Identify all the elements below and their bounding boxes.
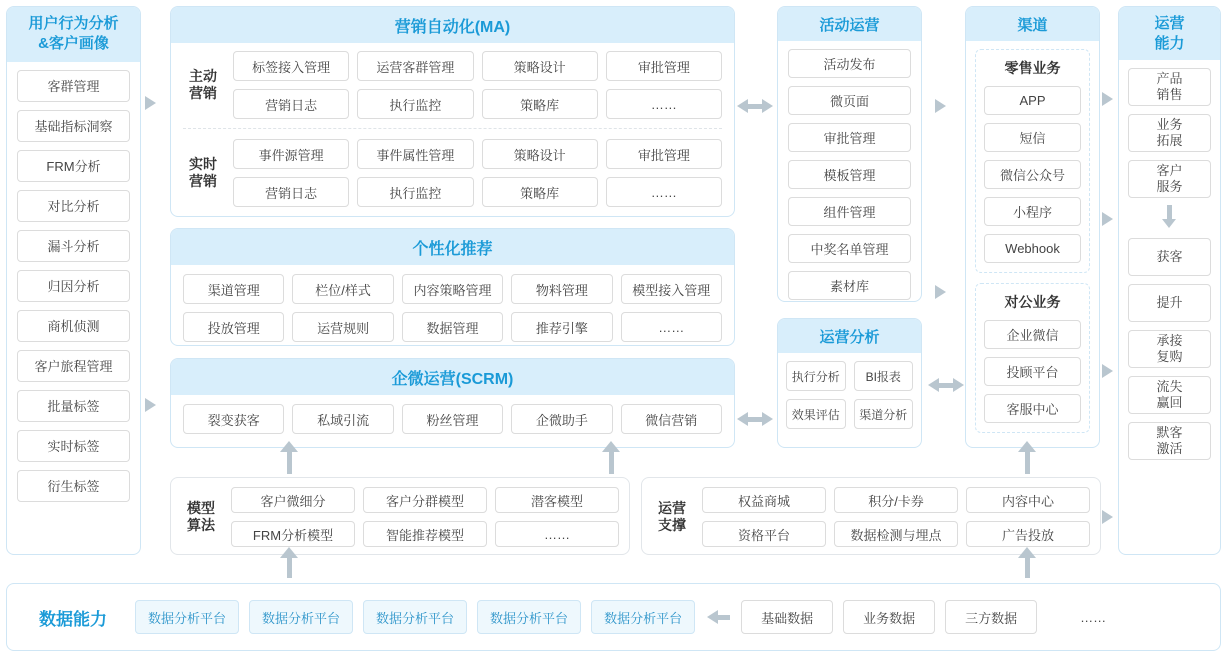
cell-item[interactable]: 数据检测与埋点 [834, 521, 958, 547]
cell-item[interactable]: 业务数据 [843, 600, 935, 634]
ops-analysis-body [778, 353, 921, 439]
arrow-bidirectional-icon [928, 378, 964, 392]
support-cells [702, 487, 1090, 547]
model-cells [231, 487, 619, 547]
panel-title-line1: 用户行为分析 [28, 15, 119, 32]
panel-title-ability: 运营 能力 [1119, 7, 1220, 60]
cell-item[interactable]: 三方数据 [945, 600, 1037, 634]
cell-item[interactable]: 组件管理 [788, 197, 911, 226]
cell-item[interactable]: 潜客模型 [495, 487, 619, 513]
channel-group-title: 零售业务 [1004, 60, 1061, 76]
cell-item[interactable]: 数据分析平台 [135, 600, 239, 634]
channel-group-corporate [975, 283, 1090, 433]
arrow-left-icon [705, 610, 731, 624]
cell-item[interactable]: BI报表 [854, 361, 914, 391]
panel-user-behavior-analysis [6, 6, 141, 555]
panel-ops-analysis [777, 318, 922, 448]
model-label: 模型 算法 [187, 499, 215, 533]
list-item[interactable]: 归因分析 [17, 270, 130, 302]
cell-item[interactable]: 投放管理 [183, 312, 284, 342]
cell-item[interactable]: 投顾平台 [984, 357, 1081, 386]
channel-group-title: 对公业务 [1004, 294, 1061, 310]
cell-item[interactable]: 客户微细分 [231, 487, 355, 513]
cell-item[interactable]: 运营客群管理 [357, 51, 473, 81]
list-item[interactable]: FRM分析 [17, 150, 130, 182]
cell-item[interactable]: 积分/卡券 [834, 487, 958, 513]
panel-operation-support [641, 477, 1101, 555]
arrow-right-icon [1102, 92, 1113, 106]
list-item[interactable]: 客户 服务 [1128, 160, 1211, 198]
activity-body [778, 41, 921, 310]
support-label: 运营 支撑 [658, 499, 686, 533]
channel-group-retail [975, 49, 1090, 273]
arrow-right-icon [935, 99, 946, 113]
cell-item[interactable]: 小程序 [984, 197, 1081, 226]
cell-item[interactable]: 数据管理 [402, 312, 503, 342]
list-item[interactable]: 流失 赢回 [1128, 376, 1211, 414]
cell-item[interactable]: …… [606, 89, 722, 119]
cell-item[interactable]: 私域引流 [292, 404, 393, 434]
arrow-right-icon [1102, 364, 1113, 378]
reco-body [171, 265, 734, 352]
left-column-items [7, 62, 140, 512]
cell-item[interactable]: 企微助手 [511, 404, 612, 434]
cell-item[interactable]: 策略设计 [482, 139, 598, 169]
channel-body [966, 41, 1099, 443]
cell-item[interactable]: 裂变获客 [183, 404, 284, 434]
arrow-up-icon [602, 452, 614, 474]
arrow-bidirectional-icon [737, 99, 773, 113]
cell-item[interactable]: 营销日志 [233, 177, 349, 207]
list-item[interactable]: 基础指标洞察 [17, 110, 130, 142]
arrow-right-icon [145, 398, 156, 412]
list-item[interactable]: 漏斗分析 [17, 230, 130, 262]
panel-scrm [170, 358, 735, 448]
reco-cells [183, 274, 722, 342]
arrow-bidirectional-icon [737, 412, 773, 426]
cell-item: …… [1047, 600, 1139, 634]
list-item[interactable]: 客户旅程管理 [17, 350, 130, 382]
cell-item[interactable]: 智能推荐模型 [363, 521, 487, 547]
panel-title-channel: 渠道 [966, 7, 1099, 41]
cell-item[interactable]: 权益商城 [702, 487, 826, 513]
list-item[interactable]: 衍生标签 [17, 470, 130, 502]
cell-item[interactable]: 渠道管理 [183, 274, 284, 304]
cell-item[interactable]: 物料管理 [511, 274, 612, 304]
scrm-body [171, 395, 734, 444]
cell-item[interactable]: …… [621, 312, 722, 342]
list-item[interactable]: 获客 [1128, 238, 1211, 276]
ma-body [171, 43, 734, 217]
cell-item[interactable]: 客服中心 [984, 394, 1081, 423]
list-item[interactable]: 默客 激活 [1128, 422, 1211, 460]
panel-title-ops-analysis: 运营分析 [778, 319, 921, 353]
cell-item[interactable]: 粉丝管理 [402, 404, 503, 434]
list-item[interactable]: 客群管理 [17, 70, 130, 102]
arrow-right-icon [935, 285, 946, 299]
cell-item[interactable]: 微页面 [788, 86, 911, 115]
list-item[interactable]: 对比分析 [17, 190, 130, 222]
ma-section-realtime [183, 139, 722, 207]
cell-item[interactable]: 营销日志 [233, 89, 349, 119]
cell-item[interactable]: 审批管理 [606, 51, 722, 81]
cell-item[interactable]: 模板管理 [788, 160, 911, 189]
cell-item[interactable]: 数据分析平台 [477, 600, 581, 634]
list-item[interactable]: 承接 复购 [1128, 330, 1211, 368]
cell-item[interactable]: 策略库 [482, 89, 598, 119]
cell-item[interactable]: …… [495, 521, 619, 547]
cell-item[interactable]: 事件属性管理 [357, 139, 473, 169]
cell-item[interactable]: 客户分群模型 [363, 487, 487, 513]
ma-realtime-cells [233, 139, 722, 207]
list-item[interactable]: 业务 拓展 [1128, 114, 1211, 152]
cell-item[interactable]: 短信 [984, 123, 1081, 152]
cell-item[interactable]: 内容中心 [966, 487, 1090, 513]
cell-item[interactable]: 执行监控 [357, 177, 473, 207]
arrow-up-icon [1018, 558, 1030, 578]
panel-marketing-automation [170, 6, 735, 217]
cell-item[interactable]: 模型接入管理 [621, 274, 722, 304]
list-item[interactable]: 实时标签 [17, 430, 130, 462]
panel-title-user-behavior [7, 7, 140, 62]
list-item[interactable]: 批量标签 [17, 390, 130, 422]
ma-section-label-active: 主动 营销 [189, 67, 217, 101]
arrow-right-icon [145, 96, 156, 110]
cell-item[interactable]: 审批管理 [606, 139, 722, 169]
cell-item[interactable]: 数据分析平台 [363, 600, 467, 634]
ma-active-cells [233, 51, 722, 119]
panel-title-line2: &客户画像 [38, 35, 109, 53]
cell-item[interactable]: 执行分析 [786, 361, 846, 391]
arrow-up-icon [280, 452, 292, 474]
support-body [642, 478, 1100, 556]
cell-item[interactable]: 数据分析平台 [249, 600, 353, 634]
panel-title-scrm: 企微运营(SCRM) [171, 359, 734, 395]
cell-item[interactable]: 资格平台 [702, 521, 826, 547]
arrow-right-icon [1102, 212, 1113, 226]
panel-title-activity: 活动运营 [778, 7, 921, 41]
cell-item[interactable]: 素材库 [788, 271, 911, 300]
ma-section-label-realtime: 实时 营销 [189, 155, 217, 189]
cell-item[interactable]: 栏位/样式 [292, 274, 393, 304]
panel-title-data-capability: 数据能力 [39, 609, 107, 629]
cell-item[interactable]: APP [984, 86, 1081, 115]
cell-item[interactable]: 微信营销 [621, 404, 722, 434]
cell-item[interactable]: 内容策略管理 [402, 274, 503, 304]
arrow-down-icon [1128, 205, 1211, 219]
arrow-up-icon [280, 558, 292, 578]
list-item[interactable]: 产品 销售 [1128, 68, 1211, 106]
cell-item[interactable]: 效果评估 [786, 399, 846, 429]
panel-personalized-recommendation [170, 228, 735, 346]
panel-model-algorithms [170, 477, 630, 555]
cell-item[interactable]: 标签接入管理 [233, 51, 349, 81]
cell-item[interactable]: 数据分析平台 [591, 600, 695, 634]
cell-item[interactable]: 渠道分析 [854, 399, 914, 429]
cell-item[interactable]: FRM分析模型 [231, 521, 355, 547]
panel-operation-ability [1118, 6, 1221, 555]
cell-item[interactable]: 活动发布 [788, 49, 911, 78]
ability-items [1119, 60, 1220, 470]
cell-item[interactable]: Webhook [984, 234, 1081, 263]
panel-title-reco: 个性化推荐 [171, 229, 734, 265]
cell-item[interactable]: 广告投放 [966, 521, 1090, 547]
cell-item[interactable]: 中奖名单管理 [788, 234, 911, 263]
cell-item[interactable]: 事件源管理 [233, 139, 349, 169]
model-body [171, 478, 629, 556]
divider [183, 128, 722, 130]
panel-title-ma: 营销自动化(MA) [171, 7, 734, 43]
arrow-right-icon [1102, 510, 1113, 524]
cell-item[interactable]: 推荐引擎 [511, 312, 612, 342]
cell-item[interactable]: 微信公众号 [984, 160, 1081, 189]
cell-item[interactable]: …… [606, 177, 722, 207]
cell-item[interactable]: 运营规则 [292, 312, 393, 342]
cell-item[interactable]: 策略设计 [482, 51, 598, 81]
cell-item[interactable]: 企业微信 [984, 320, 1081, 349]
scrm-cells [183, 404, 722, 434]
ma-section-active [183, 51, 722, 119]
arrow-up-icon [1018, 452, 1030, 474]
panel-channel [965, 6, 1100, 448]
cell-item[interactable]: 策略库 [482, 177, 598, 207]
list-item[interactable]: 提升 [1128, 284, 1211, 322]
cell-item[interactable]: 执行监控 [357, 89, 473, 119]
panel-data-capability [6, 583, 1221, 651]
panel-activity-operation [777, 6, 922, 302]
list-item[interactable]: 商机侦测 [17, 310, 130, 342]
cell-item[interactable]: 基础数据 [741, 600, 833, 634]
cell-item[interactable]: 审批管理 [788, 123, 911, 152]
